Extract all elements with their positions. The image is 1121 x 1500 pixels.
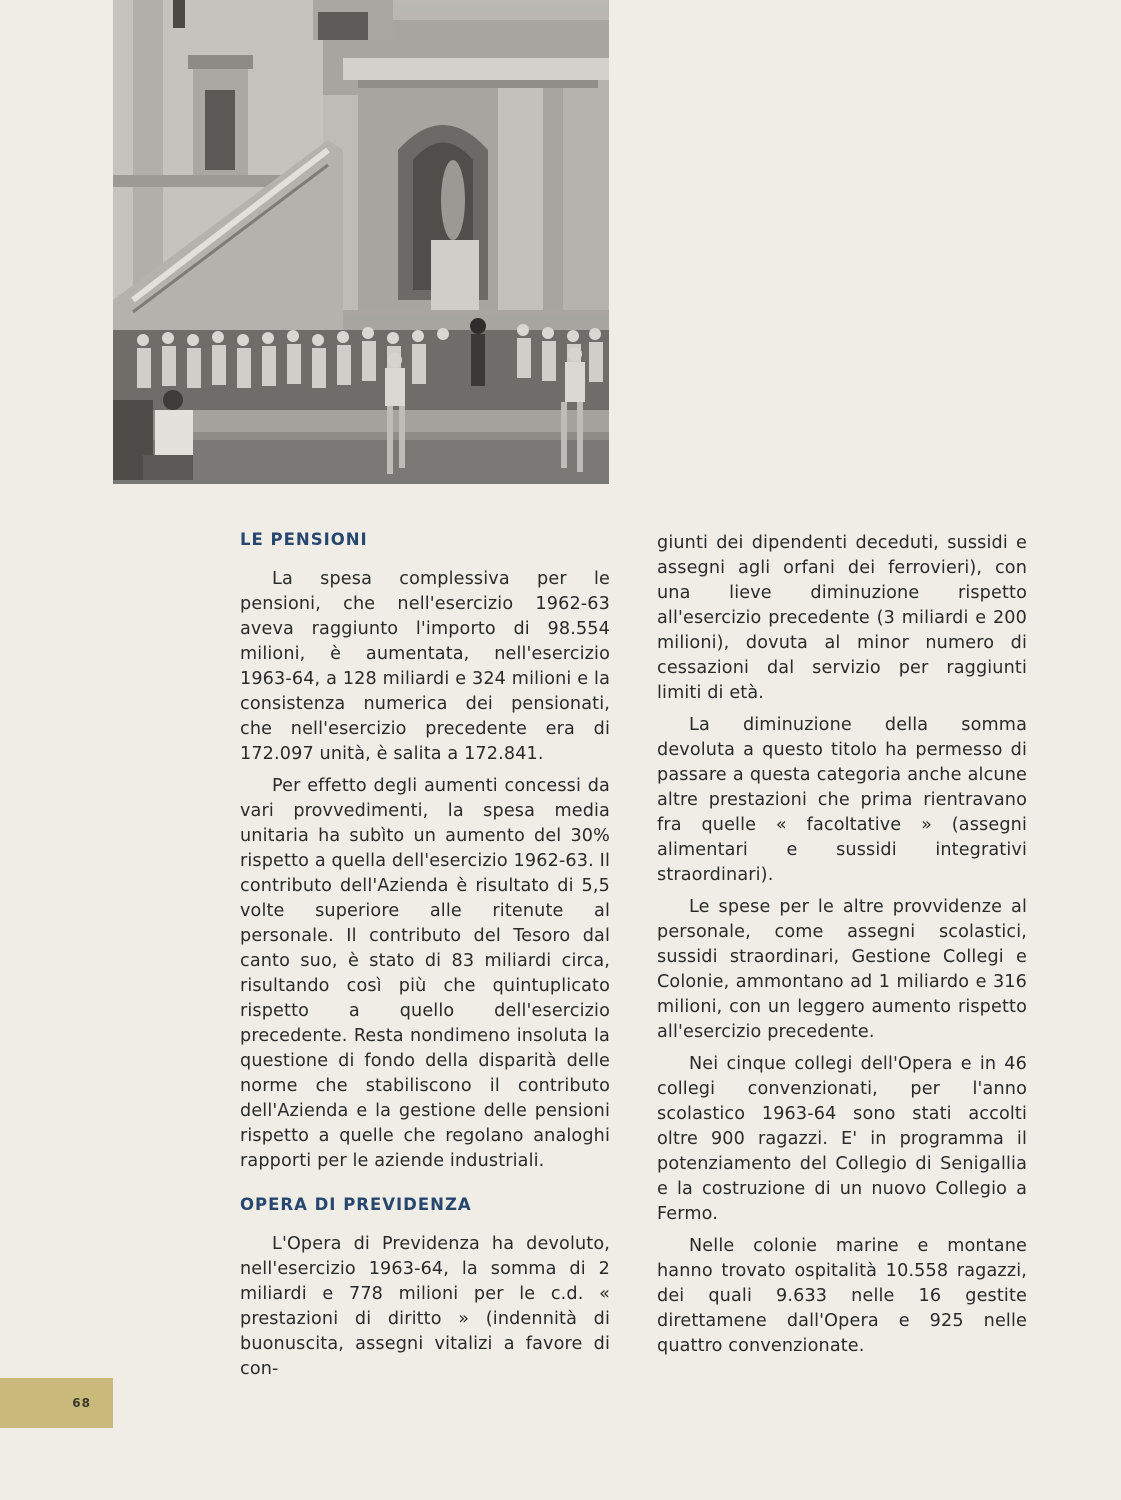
paragraph: Le spese per le altre provvidenze al personale, come assegni scolastici, sussidi straordinari, Gestione Collegi e Colonie, ammontano ad 1 miliardo e 316 milioni, con un leggero aumento rispetto all'esercizio precedente. [657,897,1027,1042]
left-text-column [240,527,610,1389]
right-text-column [657,531,1027,1366]
page-number-tab [0,1378,113,1428]
paragraph: La spesa complessiva per le pensioni, che nell'esercizio 1962-63 aveva raggiunto l'importo di 98.554 milioni, è aumentata, nell'esercizio 1963-64, a 128 miliardi e 324 milioni e la consistenza numerica dei pensionati, che nell'esercizio precedente era di 172.097 unità, è salita a 172.841. [240,569,610,764]
photo-illustration [113,0,609,484]
paragraph: Nelle colonie marine e montane hanno trovato ospitalità 10.558 ragazzi, dei quali 9.633 nelle 16 gestite direttamene dall'Opera e 925 nelle quattro convenzionate. [657,1236,1027,1356]
building-stairs-photo [113,0,609,484]
paragraph: Nei cinque collegi dell'Opera e in 46 collegi convenzionati, per l'anno scolastico 1963-64 sono stati accolti oltre 900 ragazzi. E' in programma il potenziamento del Collegio di Senigallia e la costruzione di un nuovo Collegio a Fermo. [657,1054,1027,1224]
section-heading-previdenza: OPERA DI PREVIDENZA [240,1195,472,1214]
paragraph: Per effetto degli aumenti concessi da vari provvedimenti, la spesa media unitaria ha subìto un aumento del 30% rispetto a quella dell'esercizio 1962-63. Il contributo dell'Azienda è risultato di 5,5 volte superiore alle ritenute al personale. Il contributo del Tesoro dal canto suo, è stato di 83 miliardi circa, risultando così più che quintuplicato rispetto a quello dell'esercizio precedente. Resta nondimeno insoluta la questione di fondo della disparità delle norme che stabiliscono il contributo dell'Azienda e la gestione delle pensioni rispetto a quelle che regolano analoghi rapporti per le aziende industriali. [240,776,610,1171]
paragraph: La diminuzione della somma devoluta a questo titolo ha permesso di passare a questa categoria anche alcune altre prestazioni che prima rientravano fra quelle « facoltative » (assegni alimentari e sussidi integrativi straordinari). [657,715,1027,885]
page-number: 68 [72,1396,91,1410]
paragraph: L'Opera di Previdenza ha devoluto, nell'esercizio 1963-64, la somma di 2 miliardi e 778 milioni per le c.d. « prestazioni di diritto » (indennità di buonuscita, assegni vitalizi a favore di con- [240,1234,610,1379]
paragraph: giunti dei dipendenti deceduti, sussidi e assegni agli orfani dei ferrovieri), con una lieve diminuzione rispetto all'esercizio precedente (3 miliardi e 200 milioni), dovuta al minor numero di cessazioni dal servizio per raggiunti limiti di età. [657,533,1027,703]
section-heading-pensioni: LE PENSIONI [240,530,368,549]
